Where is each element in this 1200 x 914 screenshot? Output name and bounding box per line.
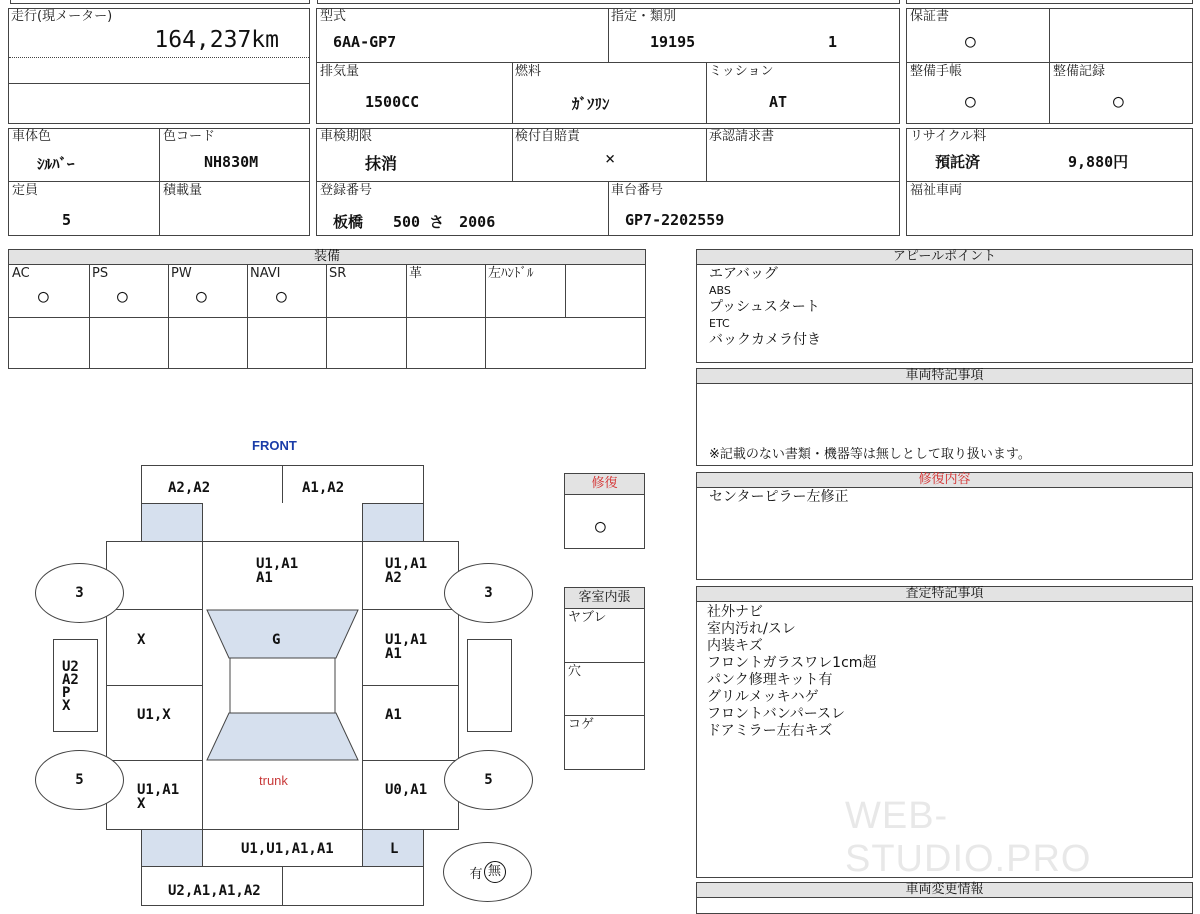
- top-stub-mid: [317, 0, 900, 4]
- spare-tire: [443, 842, 532, 902]
- maintenance-record-value: ○: [1113, 91, 1124, 112]
- divider: [107, 760, 202, 761]
- divider: [1049, 9, 1050, 123]
- divider: [317, 62, 899, 63]
- body-color-value: ｼﾙﾊﾞｰ: [37, 155, 75, 173]
- equip-ac-value: ○: [38, 286, 49, 307]
- interior-title: 客室内張: [565, 588, 644, 609]
- rear-right-corner-code: L: [390, 841, 399, 857]
- divider: [706, 129, 707, 181]
- changes-title: 車両変更情報: [697, 883, 1192, 898]
- maintenance-book-label: 整備手帳: [910, 64, 963, 79]
- capacity-label: 定員: [12, 183, 39, 198]
- appeal-line: エアバッグ: [709, 266, 778, 282]
- mileage-divider: [9, 83, 309, 84]
- divider: [907, 181, 1192, 182]
- trunk-label: trunk: [259, 773, 288, 788]
- color-box: [8, 128, 310, 236]
- divider: [9, 317, 645, 318]
- model-value: 6AA-GP7: [333, 33, 397, 51]
- rear-bumper-code: U2,A1,A1,A2: [168, 883, 261, 899]
- right-side-panel: [467, 639, 512, 732]
- left-rear-door-code: U1,X: [137, 707, 171, 723]
- fuel-label: 燃料: [515, 64, 542, 79]
- divider: [247, 265, 248, 368]
- divider: [159, 129, 160, 235]
- welfare-vehicle-label: 福祉車両: [910, 183, 963, 198]
- divider: [608, 9, 609, 62]
- recycle-fee-status: 預託済: [935, 153, 981, 171]
- divider: [9, 181, 309, 182]
- equipment-table: [8, 249, 646, 369]
- wheel-rear-right: 5: [444, 750, 533, 810]
- equip-pw-label: PW: [171, 266, 192, 281]
- transmission-label: ミッション: [709, 64, 774, 79]
- equipment-title: 装備: [9, 250, 645, 265]
- recycle-fee-amount: 9,880円: [1068, 153, 1129, 171]
- inspection-expiry-label: 車検期限: [320, 129, 373, 144]
- load-capacity-label: 積載量: [163, 183, 203, 198]
- equip-sr-label: SR: [329, 266, 347, 281]
- interior-tear-label: ヤブレ: [568, 610, 607, 625]
- mileage-box: [8, 8, 310, 124]
- repair-flag-value: ○: [595, 516, 606, 537]
- divider: [565, 715, 644, 716]
- interior-box: [564, 587, 645, 770]
- chassis-number-label: 車台番号: [611, 183, 664, 198]
- model-label: 型式: [320, 9, 347, 24]
- equip-ps-value: ○: [117, 286, 128, 307]
- fuel-value: ｶﾞｿﾘﾝ: [572, 95, 610, 113]
- rear-left-corner: [141, 829, 203, 867]
- divider: [282, 466, 283, 503]
- hood-left-code: U1,A1 A1: [256, 556, 299, 586]
- rear-panel-code: U1,U1,A1,A1: [241, 841, 334, 857]
- inspection-expiry-value: 抹消: [365, 154, 398, 173]
- assessment-line: 室内汚れ/スレ: [707, 621, 796, 637]
- equip-leather-label: 革: [409, 266, 423, 281]
- left-side-panel-code: U2 A2 P X: [62, 659, 79, 714]
- divider: [907, 62, 1192, 63]
- appeal-line: ABS: [709, 284, 731, 297]
- left-quarter-code: U1,A1 X: [137, 782, 180, 812]
- displacement-value: 1500CC: [365, 93, 420, 111]
- chassis-number-value: GP7-2202559: [625, 211, 725, 229]
- divider: [363, 760, 458, 761]
- appeal-line: ETC: [709, 317, 730, 330]
- top-stub-left: [10, 0, 310, 4]
- divider: [317, 181, 899, 182]
- interior-hole-label: 穴: [568, 664, 582, 679]
- liability-insurance-label: 検付自賠責: [515, 129, 581, 144]
- front-label: FRONT: [252, 438, 297, 453]
- divider: [282, 867, 283, 905]
- appeal-line: バックカメラ付き: [709, 332, 821, 348]
- divider: [485, 265, 486, 368]
- top-stub-right: [906, 0, 1193, 4]
- right-front-door-code: U1,A1 A1: [385, 632, 428, 662]
- hood-right-code: U1,A1 A2: [385, 556, 428, 586]
- repair-details-title: 修復内容: [697, 473, 1192, 488]
- right-rear-door-code: A1: [385, 707, 402, 723]
- divider: [706, 62, 707, 123]
- divider: [363, 609, 458, 610]
- capacity-value: 5: [62, 211, 72, 229]
- color-code-label: 色コード: [163, 129, 216, 144]
- mileage-divider-dotted: [9, 57, 309, 58]
- assessment-line: フロントガラスワレ1cm超: [707, 655, 877, 671]
- assessment-panel: [696, 586, 1193, 878]
- designation-label: 指定・類別: [611, 9, 677, 24]
- right-quarter-code: U0,A1: [385, 782, 428, 798]
- liability-insurance-value: ×: [605, 149, 616, 169]
- registration-value: 板橋 500 さ 2006: [333, 213, 496, 231]
- registration-box: [316, 128, 900, 236]
- front-center-strip: [202, 503, 363, 542]
- repair-details-panel: [696, 472, 1193, 580]
- assessment-line: グリルメッキハゲ: [707, 689, 819, 705]
- assessment-line: 社外ナビ: [707, 604, 763, 620]
- spare-no: 無: [484, 861, 506, 883]
- special-notes-title: 車両特記事項: [697, 369, 1192, 384]
- body-color-label: 車体色: [12, 129, 52, 144]
- watermark: WEB-STUDIO.PRO: [845, 795, 1092, 880]
- recycle-fee-label: リサイクル料: [910, 129, 987, 144]
- left-front-door-code: X: [137, 632, 146, 648]
- wheel-front-left: 3: [35, 563, 124, 623]
- assessment-line: ドアミラー左右キズ: [707, 723, 833, 739]
- wheel-rear-left: 5: [35, 750, 124, 810]
- assessment-title: 査定特記事項: [697, 587, 1192, 602]
- front-left-corner: [141, 503, 203, 542]
- special-notes-footer: ※記載のない書類・機器等は無しとして取り扱います。: [709, 447, 1031, 462]
- equip-ps-label: PS: [92, 266, 109, 281]
- repair-flag-box: [564, 473, 645, 549]
- designation-value-1: 19195: [650, 33, 696, 51]
- appeal-title: アピールポイント: [697, 250, 1192, 265]
- divider: [406, 265, 407, 368]
- warranty-value: ○: [965, 31, 976, 52]
- recycle-box: [906, 128, 1193, 236]
- assessment-line: パンク修理キット有: [707, 672, 833, 688]
- windshield: [207, 610, 358, 658]
- spare-yes: 有: [469, 866, 483, 882]
- front-bumper-right-code: A1,A2: [302, 480, 345, 496]
- repair-flag-title: 修復: [565, 474, 644, 495]
- documents-box: [906, 8, 1193, 124]
- warranty-label: 保証書: [910, 9, 950, 24]
- divider: [89, 265, 90, 368]
- divider: [512, 129, 513, 181]
- repair-details-text: センターピラー左修正: [709, 489, 849, 505]
- divider: [608, 181, 609, 235]
- equip-ac-label: AC: [12, 266, 30, 281]
- roof: [230, 658, 335, 713]
- divider: [512, 62, 513, 123]
- front-bumper-left-code: A2,A2: [168, 480, 211, 496]
- windshield-code: G: [272, 632, 281, 648]
- wheel-front-right: 3: [444, 563, 533, 623]
- divider: [565, 265, 566, 317]
- equip-navi-value: ○: [276, 286, 287, 307]
- color-code-value: NH830M: [204, 153, 259, 171]
- assessment-line: フロントバンパースレ: [707, 706, 846, 722]
- assessment-line: 内装キズ: [707, 638, 763, 654]
- cabin-glass: [202, 608, 363, 763]
- divider: [565, 662, 644, 663]
- mileage-value: 164,237km: [154, 27, 279, 53]
- changes-panel: [696, 882, 1193, 914]
- maintenance-record-label: 整備記録: [1053, 64, 1106, 79]
- appeal-panel: [696, 249, 1193, 363]
- appeal-line: プッシュスタート: [709, 299, 820, 315]
- displacement-label: 排気量: [320, 64, 360, 79]
- equip-pw-value: ○: [196, 286, 207, 307]
- registration-label: 登録番号: [320, 183, 373, 198]
- divider: [107, 685, 202, 686]
- divider: [326, 265, 327, 368]
- divider: [363, 685, 458, 686]
- rear-glass: [207, 713, 358, 760]
- divider: [107, 609, 202, 610]
- equip-navi-label: NAVI: [250, 266, 281, 281]
- vehicle-spec-box: [316, 8, 900, 124]
- special-notes-panel: [696, 368, 1193, 466]
- interior-burn-label: コゲ: [568, 717, 595, 732]
- approval-request-label: 承認請求書: [709, 129, 775, 144]
- mileage-label: 走行(現メーター): [11, 9, 113, 24]
- transmission-value: AT: [769, 93, 788, 111]
- divider: [168, 265, 169, 368]
- maintenance-book-value: ○: [965, 91, 976, 112]
- front-right-corner: [362, 503, 424, 542]
- equip-lhd-label: 左ﾊﾝﾄﾞﾙ: [488, 266, 534, 281]
- designation-value-2: 1: [828, 33, 838, 51]
